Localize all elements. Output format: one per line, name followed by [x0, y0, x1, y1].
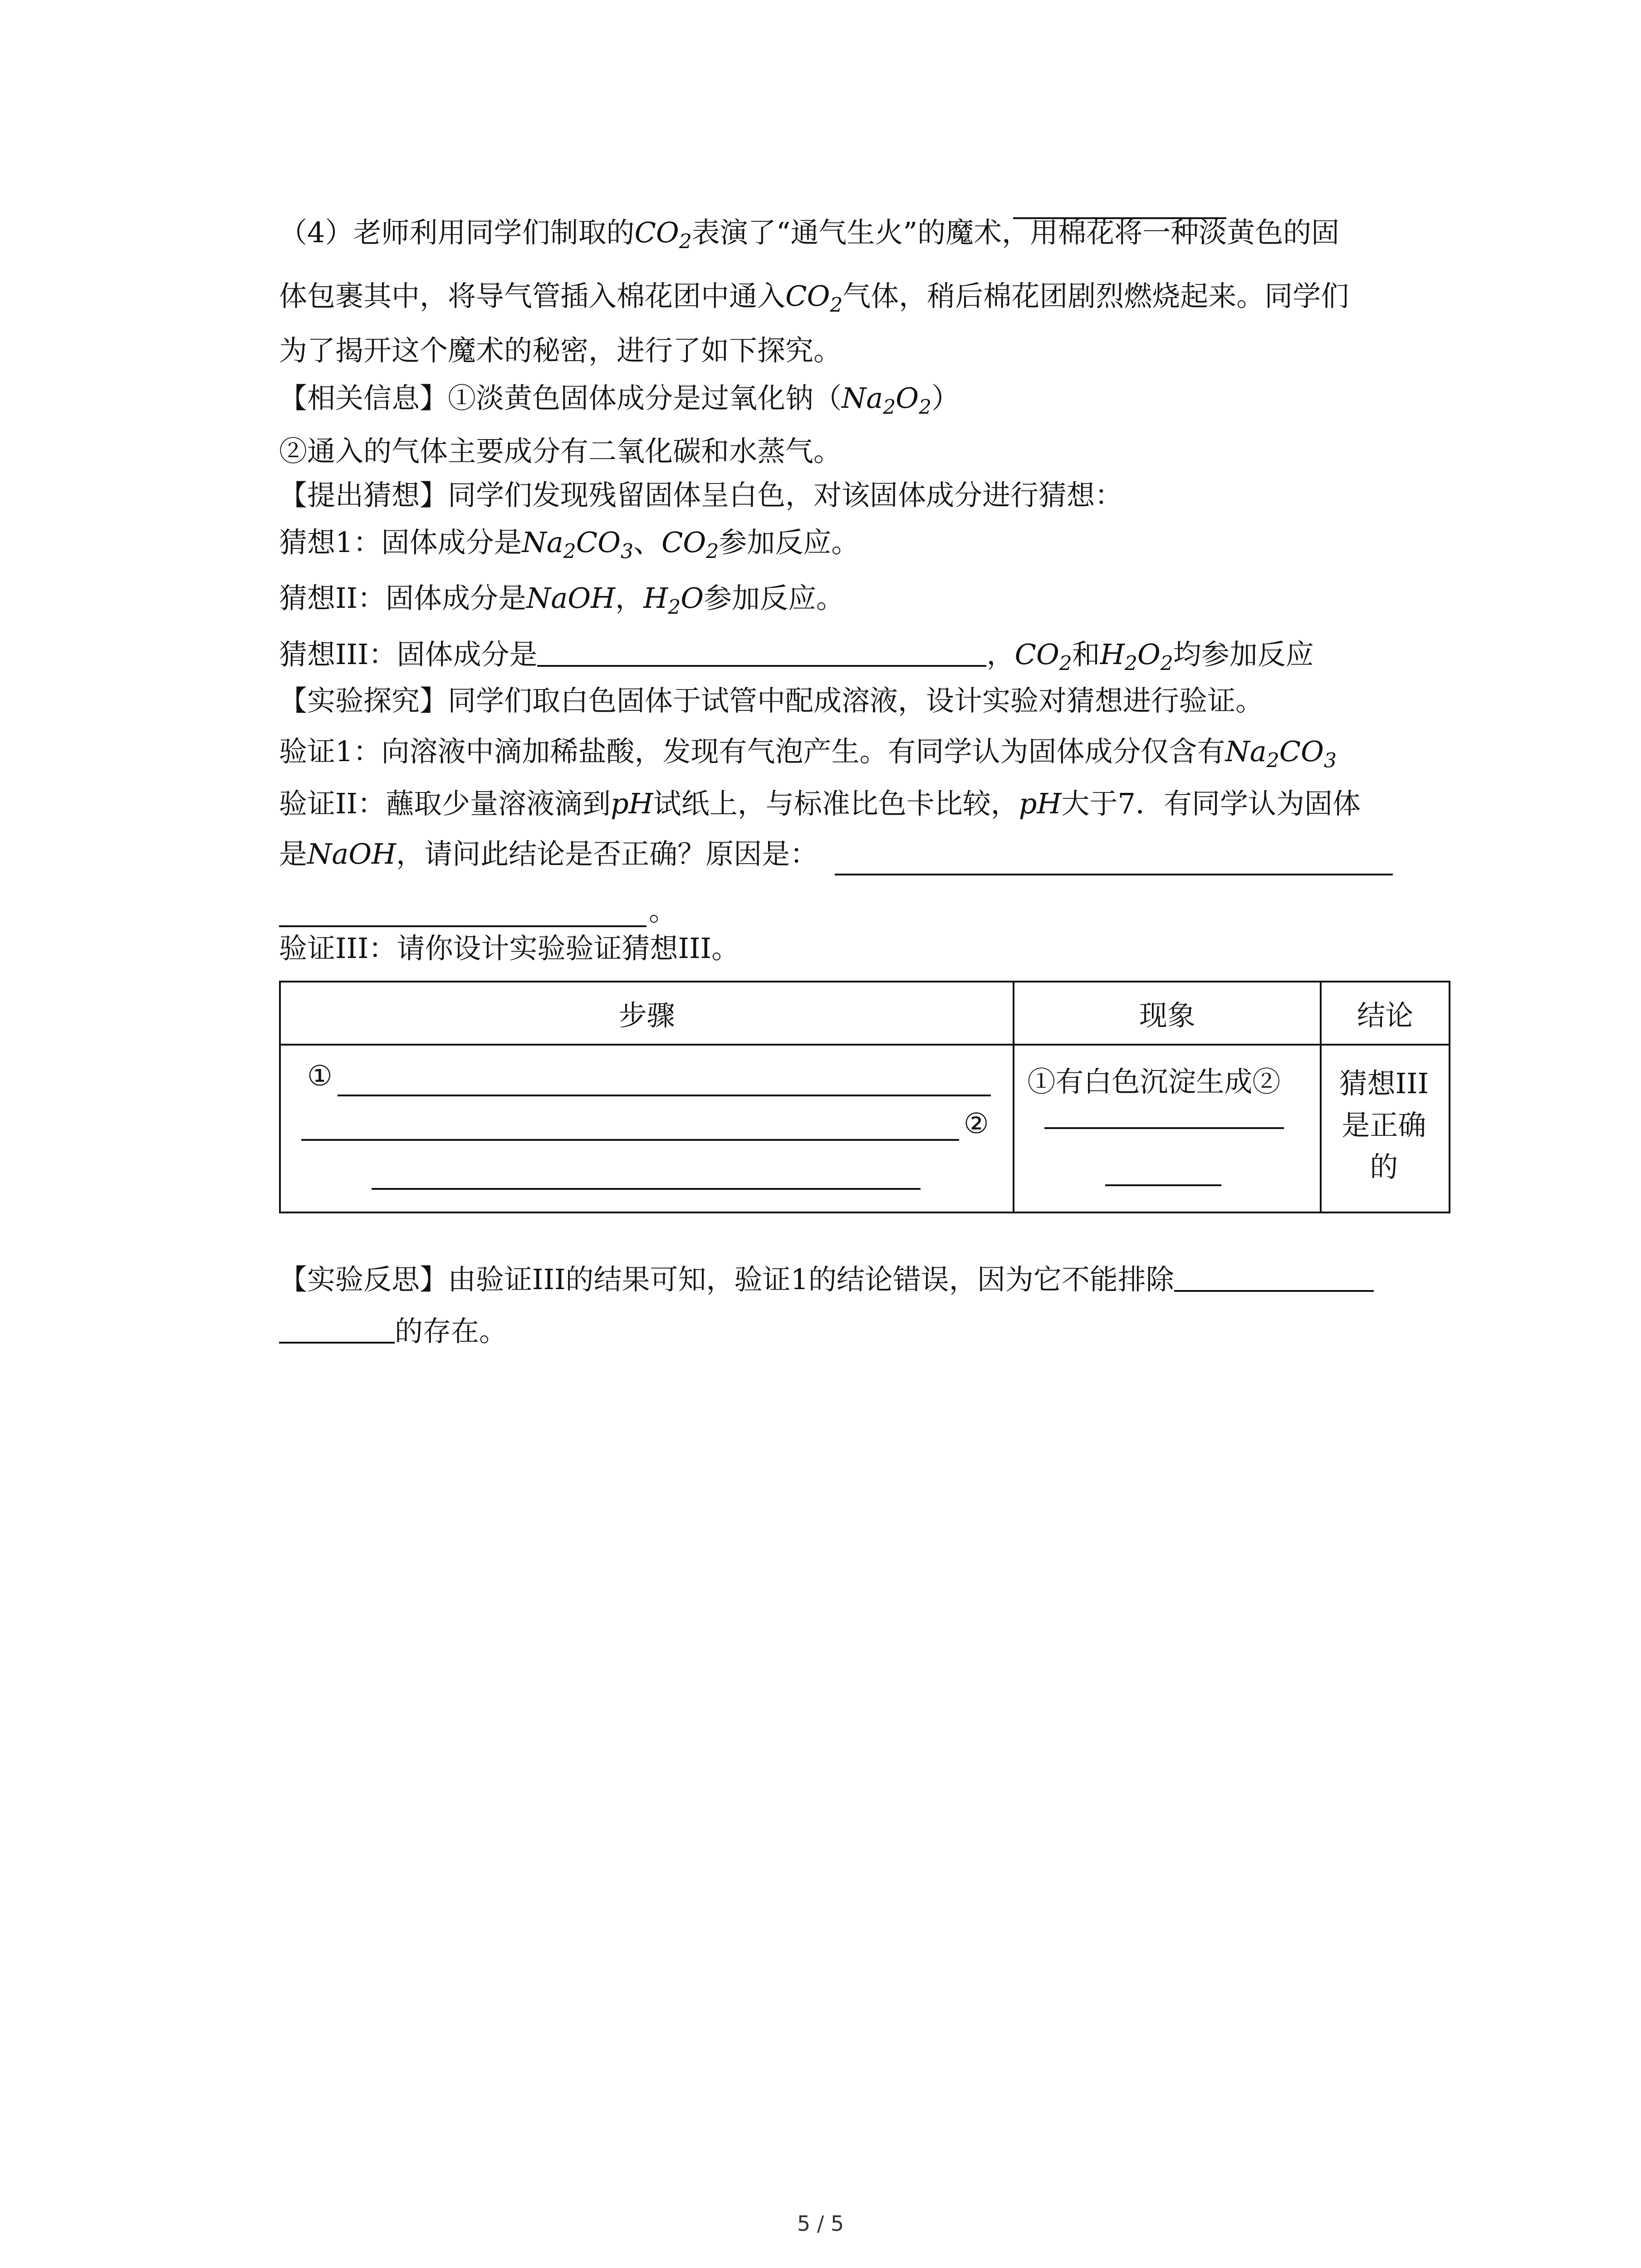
header-phenomenon: 现象: [1014, 982, 1321, 1045]
hypothesis-3-blank[interactable]: [537, 637, 986, 667]
q4-line-1: （4）老师利用同学们制取的$CO_2$表演了“通气生火”的魔术，用棉花将一种淡黄色的固: [279, 216, 1340, 254]
table-row: [280, 1045, 1450, 1212]
hypothesis-2: 猜想II：固体成分是NaOH，$H_2O$参加反应。: [279, 582, 845, 619]
step-1-blank[interactable]: [338, 1095, 991, 1096]
reflection-blank-2[interactable]: [279, 1314, 395, 1344]
verify-3: 验证III：请你设计实验验证猜想III。: [279, 932, 740, 965]
q4-line-2: 体包裹其中，将导气管插入棉花团中通入$CO_2$气体，稍后棉花团剧烈燃烧起来。同学们: [279, 279, 1349, 317]
verify-2-line-a: 验证II：蘸取少量溶液滴到pH试纸上，与标准比色卡比较，pH大于7．有同学认为固体: [279, 787, 1361, 820]
experiment-table: [279, 981, 1450, 1213]
hypothesis-1: 猜想1：固体成分是$Na_2CO_3$、$CO_2$参加反应。: [279, 526, 860, 563]
step-mark-1: ①: [307, 1059, 333, 1092]
conclusion-cell: [1321, 1045, 1450, 1212]
table-header-row: [280, 982, 1450, 1045]
conclusion-text: 猜想III是正确的: [1339, 1067, 1429, 1183]
verify-2-line-b: 是NaOH，请问此结论是否正确？原因是：: [279, 837, 818, 870]
header-step: 步骤: [280, 982, 1014, 1045]
experiment-intro: 【实验探究】同学们取白色固体于试管中配成溶液，设计实验对猜想进行验证。: [279, 684, 1264, 717]
step-2-blank[interactable]: [372, 1188, 921, 1190]
reflection-line-1: 【实验反思】由验证III的结果可知，验证1的结论错误，因为它不能排除: [279, 1259, 1450, 1300]
phenomenon-cell: [1014, 1045, 1321, 1212]
info-line-2: ②通入的气体主要成分有二氧化碳和水蒸气。: [279, 435, 842, 468]
verify-2-reason-blank-2[interactable]: [279, 925, 647, 927]
header-conclusion: 结论: [1321, 982, 1450, 1045]
phenomenon-text: ①有白色沉淀生成②: [1027, 1065, 1281, 1098]
verify-1: 验证1：向溶液中滴加稀盐酸，发现有气泡产生。有同学认为固体成分仅含有$Na_2CO_3$: [279, 735, 1337, 772]
hypothesis-intro: 【提出猜想】同学们发现残留固体呈白色，对该固体成分进行猜想：: [279, 479, 1123, 512]
reflection-line-2: 的存在。: [279, 1311, 1450, 1352]
verify-2-line-c: 。: [649, 894, 677, 927]
step-mark-2: ②: [964, 1107, 989, 1140]
step-1-blank-continued[interactable]: [301, 1139, 959, 1141]
info-line-1: 【相关信息】①淡黄色固体成分是过氧化钠$(Na_2O_2)$: [279, 381, 960, 419]
q4-line-3: 为了揭开这个魔术的秘密，进行了如下探究。: [279, 334, 842, 367]
page-number: 5 / 5: [797, 2211, 844, 2236]
reflection-blank-1[interactable]: [1174, 1262, 1374, 1292]
step-cell: [280, 1045, 1014, 1212]
verify-2-reason-blank-1[interactable]: [835, 874, 1393, 875]
hypothesis-3: 猜想III：固体成分是 ，$CO_2$和$H_2O_2$均参加反应: [279, 638, 1314, 675]
phenomenon-blank-2[interactable]: [1105, 1184, 1221, 1186]
phenomenon-blank-1[interactable]: [1044, 1127, 1284, 1129]
